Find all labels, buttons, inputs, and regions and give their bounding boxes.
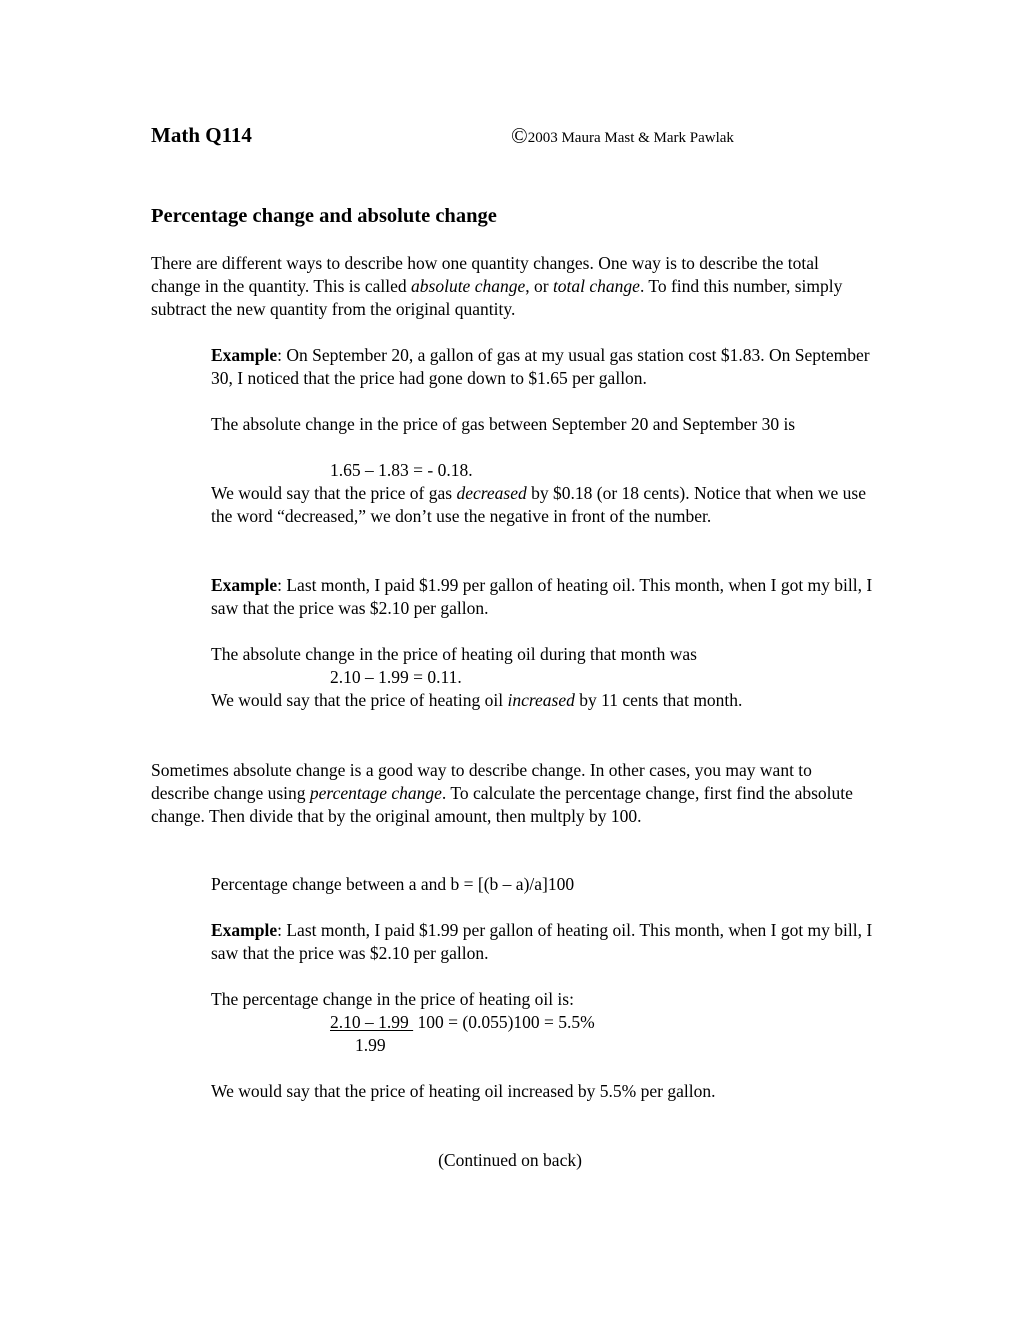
section2-text-1: Sometimes absolute change is a good way to describe change. In other cases, you may want to describe change using xyxy=(151,760,812,803)
example-3-statement xyxy=(211,919,879,965)
example-3-fraction-equation xyxy=(330,1011,595,1034)
example-2-statement xyxy=(211,574,879,620)
intro-text-1: There are different ways to describe how one quantity changes. One way is to describe the total change in the quantity. This is called xyxy=(151,253,819,296)
continued-note: (Continued on back) xyxy=(438,1150,582,1170)
section2-text-2: . To calculate the percentage change, first find the absolute change. Then divide that by the original amount, then multply by 100. xyxy=(151,783,853,826)
fraction-numerator: 2.10 – 1.99 xyxy=(330,1012,414,1032)
copyright-symbol: © xyxy=(511,123,528,148)
percentage-change-paragraph xyxy=(151,759,871,828)
fraction-rest: 100 = (0.055)100 = 5.5% xyxy=(413,1012,595,1032)
example-2-conclusion-a: We would say that the price of heating oil xyxy=(211,690,508,710)
course-title: Math Q114 xyxy=(151,123,252,147)
intro-text-3: . To find this number, simply subtract the new quantity from the original quantity. xyxy=(151,276,843,319)
example-2-explanation: The absolute change in the price of heating oil during that month was xyxy=(211,644,697,664)
example-label: Example xyxy=(211,575,278,595)
term-decreased: decreased xyxy=(456,483,527,503)
example-3-text: : Last month, I paid $1.99 per gallon of heating oil. This month, when I got my bill, I saw that the price was $2.10 per gallon. xyxy=(211,920,873,963)
copyright-text: 2003 Maura Mast & Mark Pawlak xyxy=(527,130,734,146)
example-label: Example xyxy=(211,920,278,940)
intro-paragraph xyxy=(151,252,871,321)
copyright-line xyxy=(511,124,734,150)
example-1-conclusion xyxy=(211,482,879,528)
term-percentage-change: percentage change xyxy=(309,783,442,803)
term-increased: increased xyxy=(507,690,575,710)
example-1-statement xyxy=(211,344,879,390)
percentage-change-formula: Percentage change between a and b = [(b – a)/a]100 xyxy=(211,874,575,894)
example-2-conclusion-b: by 11 cents that month. xyxy=(574,690,743,710)
example-1-conclusion-b: by $0.18 (or 18 cents). Notice that when we use the word “decreased,” we don’t use the negative in front of the number. xyxy=(211,483,866,526)
page-title: Percentage change and absolute change xyxy=(151,205,497,227)
example-1-conclusion-a: We would say that the price of gas xyxy=(211,483,457,503)
intro-text-2: , or xyxy=(525,276,553,296)
term-total-change: total change xyxy=(552,276,640,296)
example-1-text: : On September 20, a gallon of gas at my usual gas station cost $1.83. On September 30, I noticed that the price had gone down to $1.65 per gallon. xyxy=(211,345,870,388)
example-label: Example xyxy=(211,345,278,365)
example-1-equation: 1.65 – 1.83 = - 0.18. xyxy=(330,460,473,480)
term-absolute-change: absolute change xyxy=(411,276,526,296)
example-3-conclusion: We would say that the price of heating oil increased by 5.5% per gallon. xyxy=(211,1081,716,1101)
example-2-equation: 2.10 – 1.99 = 0.11. xyxy=(330,667,462,687)
fraction-denominator: 1.99 xyxy=(355,1035,386,1055)
example-2-conclusion xyxy=(211,689,879,712)
example-1-explanation: The absolute change in the price of gas between September 20 and September 30 is xyxy=(211,414,796,434)
example-2-text: : Last month, I paid $1.99 per gallon of heating oil. This month, when I got my bill, I saw that the price was $2.10 per gallon. xyxy=(211,575,873,618)
example-3-explanation: The percentage change in the price of heating oil is: xyxy=(211,989,574,1009)
